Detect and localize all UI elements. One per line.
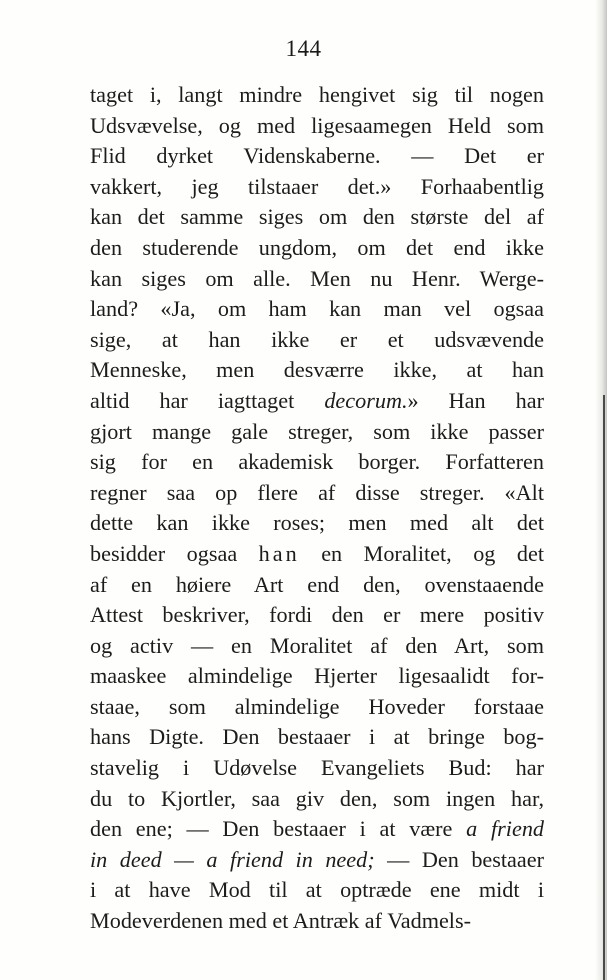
text-segment: hans Digte. Den bestaaer i at bringe bog- <box>90 724 544 750</box>
italic-text: a friend <box>466 816 545 842</box>
text-line <box>90 386 544 417</box>
text-line <box>90 875 544 906</box>
text-segment: stavelig i Udøvelse Evangeliets Bud: har <box>90 755 544 781</box>
text-segment: kan siges om alle. Men nu Henr. Werge- <box>90 265 544 291</box>
spaced-text: han <box>258 540 300 566</box>
text-segment: Modeverdenen med et Antræk af Vadmels- <box>90 908 471 934</box>
text-line <box>90 845 544 876</box>
text-segment: sige, at han ikke er et udsvævende <box>90 326 544 352</box>
text-line <box>90 264 544 295</box>
text-line <box>90 325 544 356</box>
text-line <box>90 417 544 448</box>
text-segment: » Han har <box>407 387 545 413</box>
text-segment: kan det samme siges om den største del af <box>90 204 544 230</box>
text-line <box>90 172 544 203</box>
text-line <box>90 570 544 601</box>
italic-text: in deed — a friend in need; <box>90 846 375 872</box>
text-segment: i at have Mod til at optræde ene midt i <box>90 877 544 903</box>
text-line <box>90 784 544 815</box>
italic-text: decorum. <box>324 387 408 413</box>
text-segment: staae, som almindelige Hoveder forstaae <box>90 693 544 719</box>
text-line <box>90 141 544 172</box>
text-line <box>90 722 544 753</box>
text-line <box>90 661 544 692</box>
page-edge-shadow <box>595 0 607 980</box>
text-segment: af en høiere Art end den, ovenstaaende <box>90 571 544 597</box>
text-segment: Flid dyrket Videnskaberne. — Det er <box>90 143 544 169</box>
text-line <box>90 355 544 386</box>
text-line <box>90 600 544 631</box>
body-text <box>90 80 544 937</box>
text-segment: en Moralitet, og det <box>299 540 544 566</box>
text-line <box>90 294 544 325</box>
text-line <box>90 233 544 264</box>
text-segment: gjort mange gale streger, som ikke passer <box>90 418 544 444</box>
text-line <box>90 508 544 539</box>
text-line <box>90 906 544 937</box>
text-segment: Menneske, men desværre ikke, at han <box>90 357 544 383</box>
text-segment: — Den bestaaer <box>374 846 544 872</box>
text-segment: og activ — en Moralitet af den Art, som <box>90 632 544 658</box>
text-line <box>90 814 544 845</box>
text-segment: vakkert, jeg tilstaaer det.» Forhaabentlig <box>90 173 544 199</box>
text-line <box>90 202 544 233</box>
text-segment: regner saa op flere af disse streger. «Alt <box>90 479 544 505</box>
text-line <box>90 80 544 111</box>
text-segment: altid har iagttaget <box>90 387 325 413</box>
text-segment: den ene; — Den bestaaer i at være <box>90 816 467 842</box>
text-segment: land? «Ja, om ham kan man vel ogsaa <box>90 296 544 322</box>
text-line <box>90 692 544 723</box>
text-segment: maaskee almindelige Hjerter ligesaalidt for- <box>90 663 544 689</box>
text-segment: dette kan ikke roses; men med alt det <box>90 510 544 536</box>
text-line <box>90 539 544 570</box>
text-segment: Attest beskriver, fordi den er mere positiv <box>90 602 544 628</box>
text-segment: du to Kjortler, saa giv den, som ingen har, <box>90 785 544 811</box>
text-segment: sig for en akademisk borger. Forfatteren <box>90 449 544 475</box>
text-line <box>90 753 544 784</box>
page-number: 144 <box>285 36 322 61</box>
page-edge-line <box>603 395 605 980</box>
text-line <box>90 111 544 142</box>
text-segment: Udsvævelse, og med ligesaamegen Held som <box>90 112 544 138</box>
text-line <box>90 447 544 478</box>
text-line <box>90 631 544 662</box>
text-segment: besidder ogsaa <box>90 540 259 566</box>
text-line <box>90 478 544 509</box>
text-segment: den studerende ungdom, om det end ikke <box>90 234 544 260</box>
text-segment: taget i, langt mindre hengivet sig til nogen <box>90 82 544 107</box>
